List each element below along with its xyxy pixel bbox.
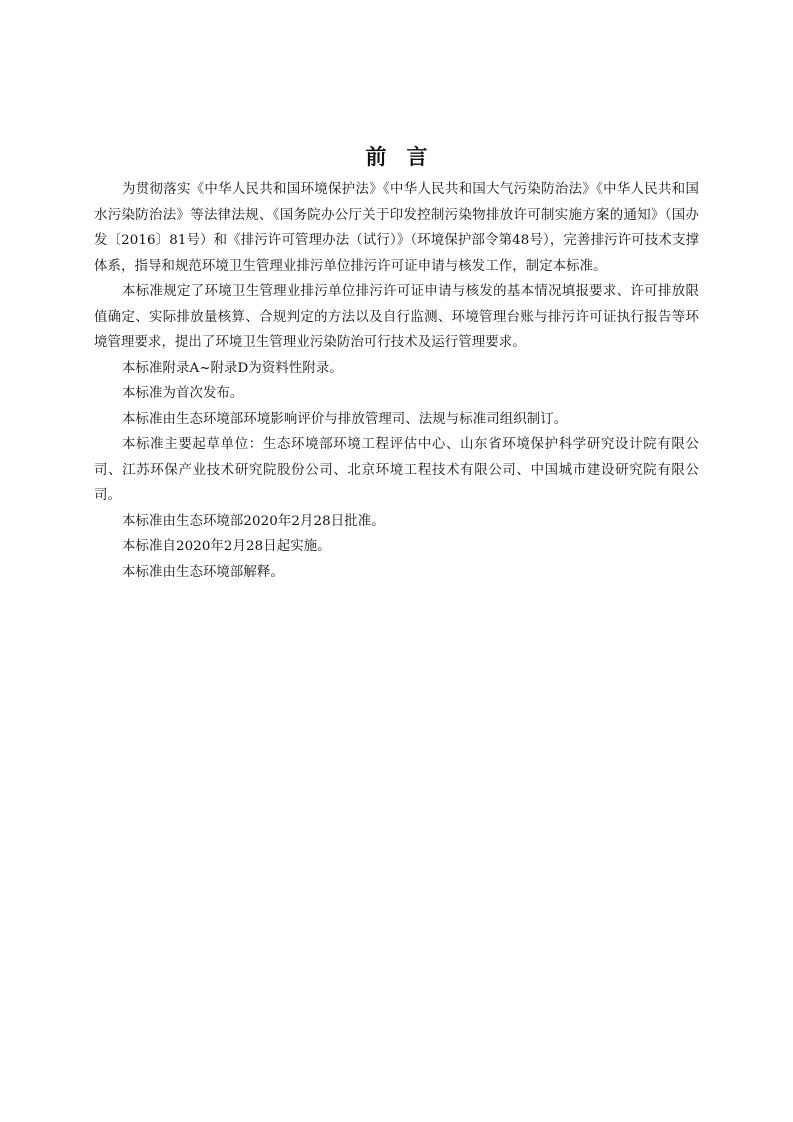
- paragraph-drafters: 本标准主要起草单位：生态环境部环境工程评估中心、山东省环境保护科学研究设计院有限公司、江苏环保产业技术研究院股份公司、北京环境工程技术有限公司、中国城市建设研究院有限公司。: [94, 437, 699, 503]
- paragraph-effective: 本标准自2020年2月28日起实施。: [122, 539, 331, 554]
- paragraph-scope: 本标准规定了环境卫生管理业排污单位排污许可证申请与核发的基本情况填报要求、许可排放限值确定、实际排放量核算、合规判定的方法以及自行监测、环境管理台账与排污许可证执行报告等环境管理要求，提出了环境卫生管理业污染防治可行技术及运行管理要求。: [94, 284, 699, 350]
- paragraph-first-release: 本标准为首次发布。: [122, 386, 244, 401]
- paragraph-interpretation: 本标准由生态环境部解释。: [122, 564, 284, 580]
- document-body: [94, 177, 699, 585]
- page-title: 前言: [365, 145, 448, 169]
- paragraph-appendix: 本标准附录A~附录D为资料性附录。: [122, 360, 343, 376]
- paragraph-approval: 本标准由生态环境部2020年2月28日批准。: [122, 513, 385, 529]
- paragraph-organizer: 本标准由生态环境部环境影响评价与排放管理司、法规与标准司组织制订。: [122, 411, 568, 427]
- paragraph-purpose: 为贯彻落实《中华人民共和国环境保护法》《中华人民共和国大气污染防治法》《中华人民共和国水污染防治法》等法律法规、《国务院办公厅关于印发控制污染物排放许可制实施方案的通知》（国办发〔2016〕81号）和《排污许可管理办法（试行）》（环境保护部令第48号），完善排污许可技术支撑体系，指导和规范环境卫生管理业排污单位排污许可证申请与核发工作，制定本标准。: [94, 182, 699, 274]
